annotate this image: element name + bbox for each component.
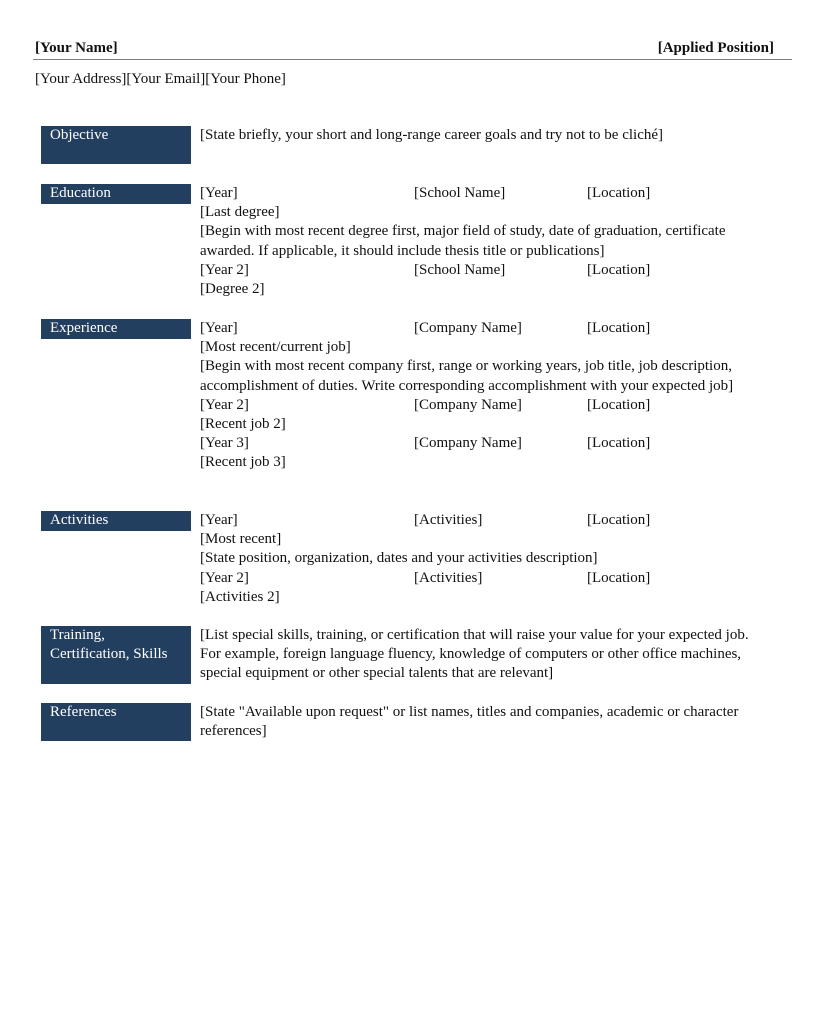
education-body: [200, 184, 760, 299]
entry-location: [Location]: [587, 261, 651, 278]
entry-school: [School Name]: [414, 261, 506, 278]
activities-body: [200, 511, 760, 607]
entry-location: [Location]: [587, 185, 651, 201]
entry-job-title: [Most recent/current job]: [200, 339, 351, 356]
section-label-training: [41, 626, 191, 684]
entry-job-title: [Recent job 3]: [200, 454, 286, 471]
entry-job-title: [Recent job 2]: [200, 416, 286, 433]
header-divider: [33, 59, 792, 60]
entry-degree: [Degree 2]: [200, 281, 265, 298]
experience-entry-row: [200, 319, 760, 338]
section-label-experience: Experience: [41, 319, 191, 339]
entry-year: [Year 2]: [200, 396, 249, 413]
entry-company: [Company Name]: [414, 435, 522, 452]
entry-year: [Year 3]: [200, 435, 249, 452]
experience-body: [200, 319, 760, 473]
section-label-references: References: [41, 703, 191, 741]
experience-entry-row: [200, 434, 760, 453]
entry-year: [Year 2]: [200, 261, 249, 278]
section-label-objective: Objective: [41, 126, 191, 164]
entry-year: [Year]: [200, 512, 238, 528]
training-text: [List special skills, training, or certification that will raise your value for your expected job. For example, foreign language fluency, knowledge of computers or other office machines, special equipment or other special talents that are relevant]: [200, 627, 749, 682]
activities-description: [State position, organization, dates and your activities description]: [200, 550, 598, 567]
references-text: [State "Available upon request" or list names, titles and companies, academic or character references]: [200, 704, 739, 740]
activities-entry-row: [200, 569, 760, 588]
entry-activity-title: [Activities 2]: [200, 588, 280, 605]
entry-activity-title: [Most recent]: [200, 531, 282, 548]
experience-description: [Begin with most recent company first, range or working years, job title, job description, accomplishment of duties. Write corresponding accomplishment with your expected job]: [200, 358, 734, 394]
entry-location: [Location]: [587, 512, 651, 528]
education-description: [Begin with most recent degree first, major field of study, date of graduation, certificate awarded. If applicable, it should include thesis title or publications]: [200, 223, 726, 259]
entry-location: [Location]: [587, 320, 651, 336]
training-label-line2: Certification, Skills: [50, 646, 168, 662]
entry-year: [Year 2]: [200, 569, 249, 586]
activities-entry-row: [200, 511, 760, 530]
your-name: [Your Name]: [35, 40, 118, 56]
contact-line: [Your Address][Your Email][Your Phone]: [35, 71, 286, 87]
entry-location: [Location]: [587, 396, 651, 413]
entry-company: [Company Name]: [414, 320, 522, 336]
entry-year: [Year]: [200, 320, 238, 336]
entry-degree: [Last degree]: [200, 204, 280, 221]
entry-company: [Company Name]: [414, 396, 522, 413]
entry-location: [Location]: [587, 435, 651, 452]
objective-text: [State briefly, your short and long-range career goals and try not to be cliché]: [200, 127, 664, 143]
section-label-activities: Activities: [41, 511, 191, 531]
entry-school: [School Name]: [414, 185, 506, 201]
resume-header: [35, 39, 774, 58]
entry-location: [Location]: [587, 569, 651, 586]
entry-activity: [Activities]: [414, 569, 483, 586]
section-label-education: Education: [41, 184, 191, 204]
applied-position: [Applied Position]: [657, 40, 774, 56]
education-entry-row: [200, 261, 760, 280]
entry-activity: [Activities]: [414, 512, 483, 528]
experience-entry-row: [200, 396, 760, 415]
entry-year: [Year]: [200, 185, 238, 201]
training-label-line1: Training,: [50, 627, 105, 643]
education-entry-row: [200, 184, 760, 203]
